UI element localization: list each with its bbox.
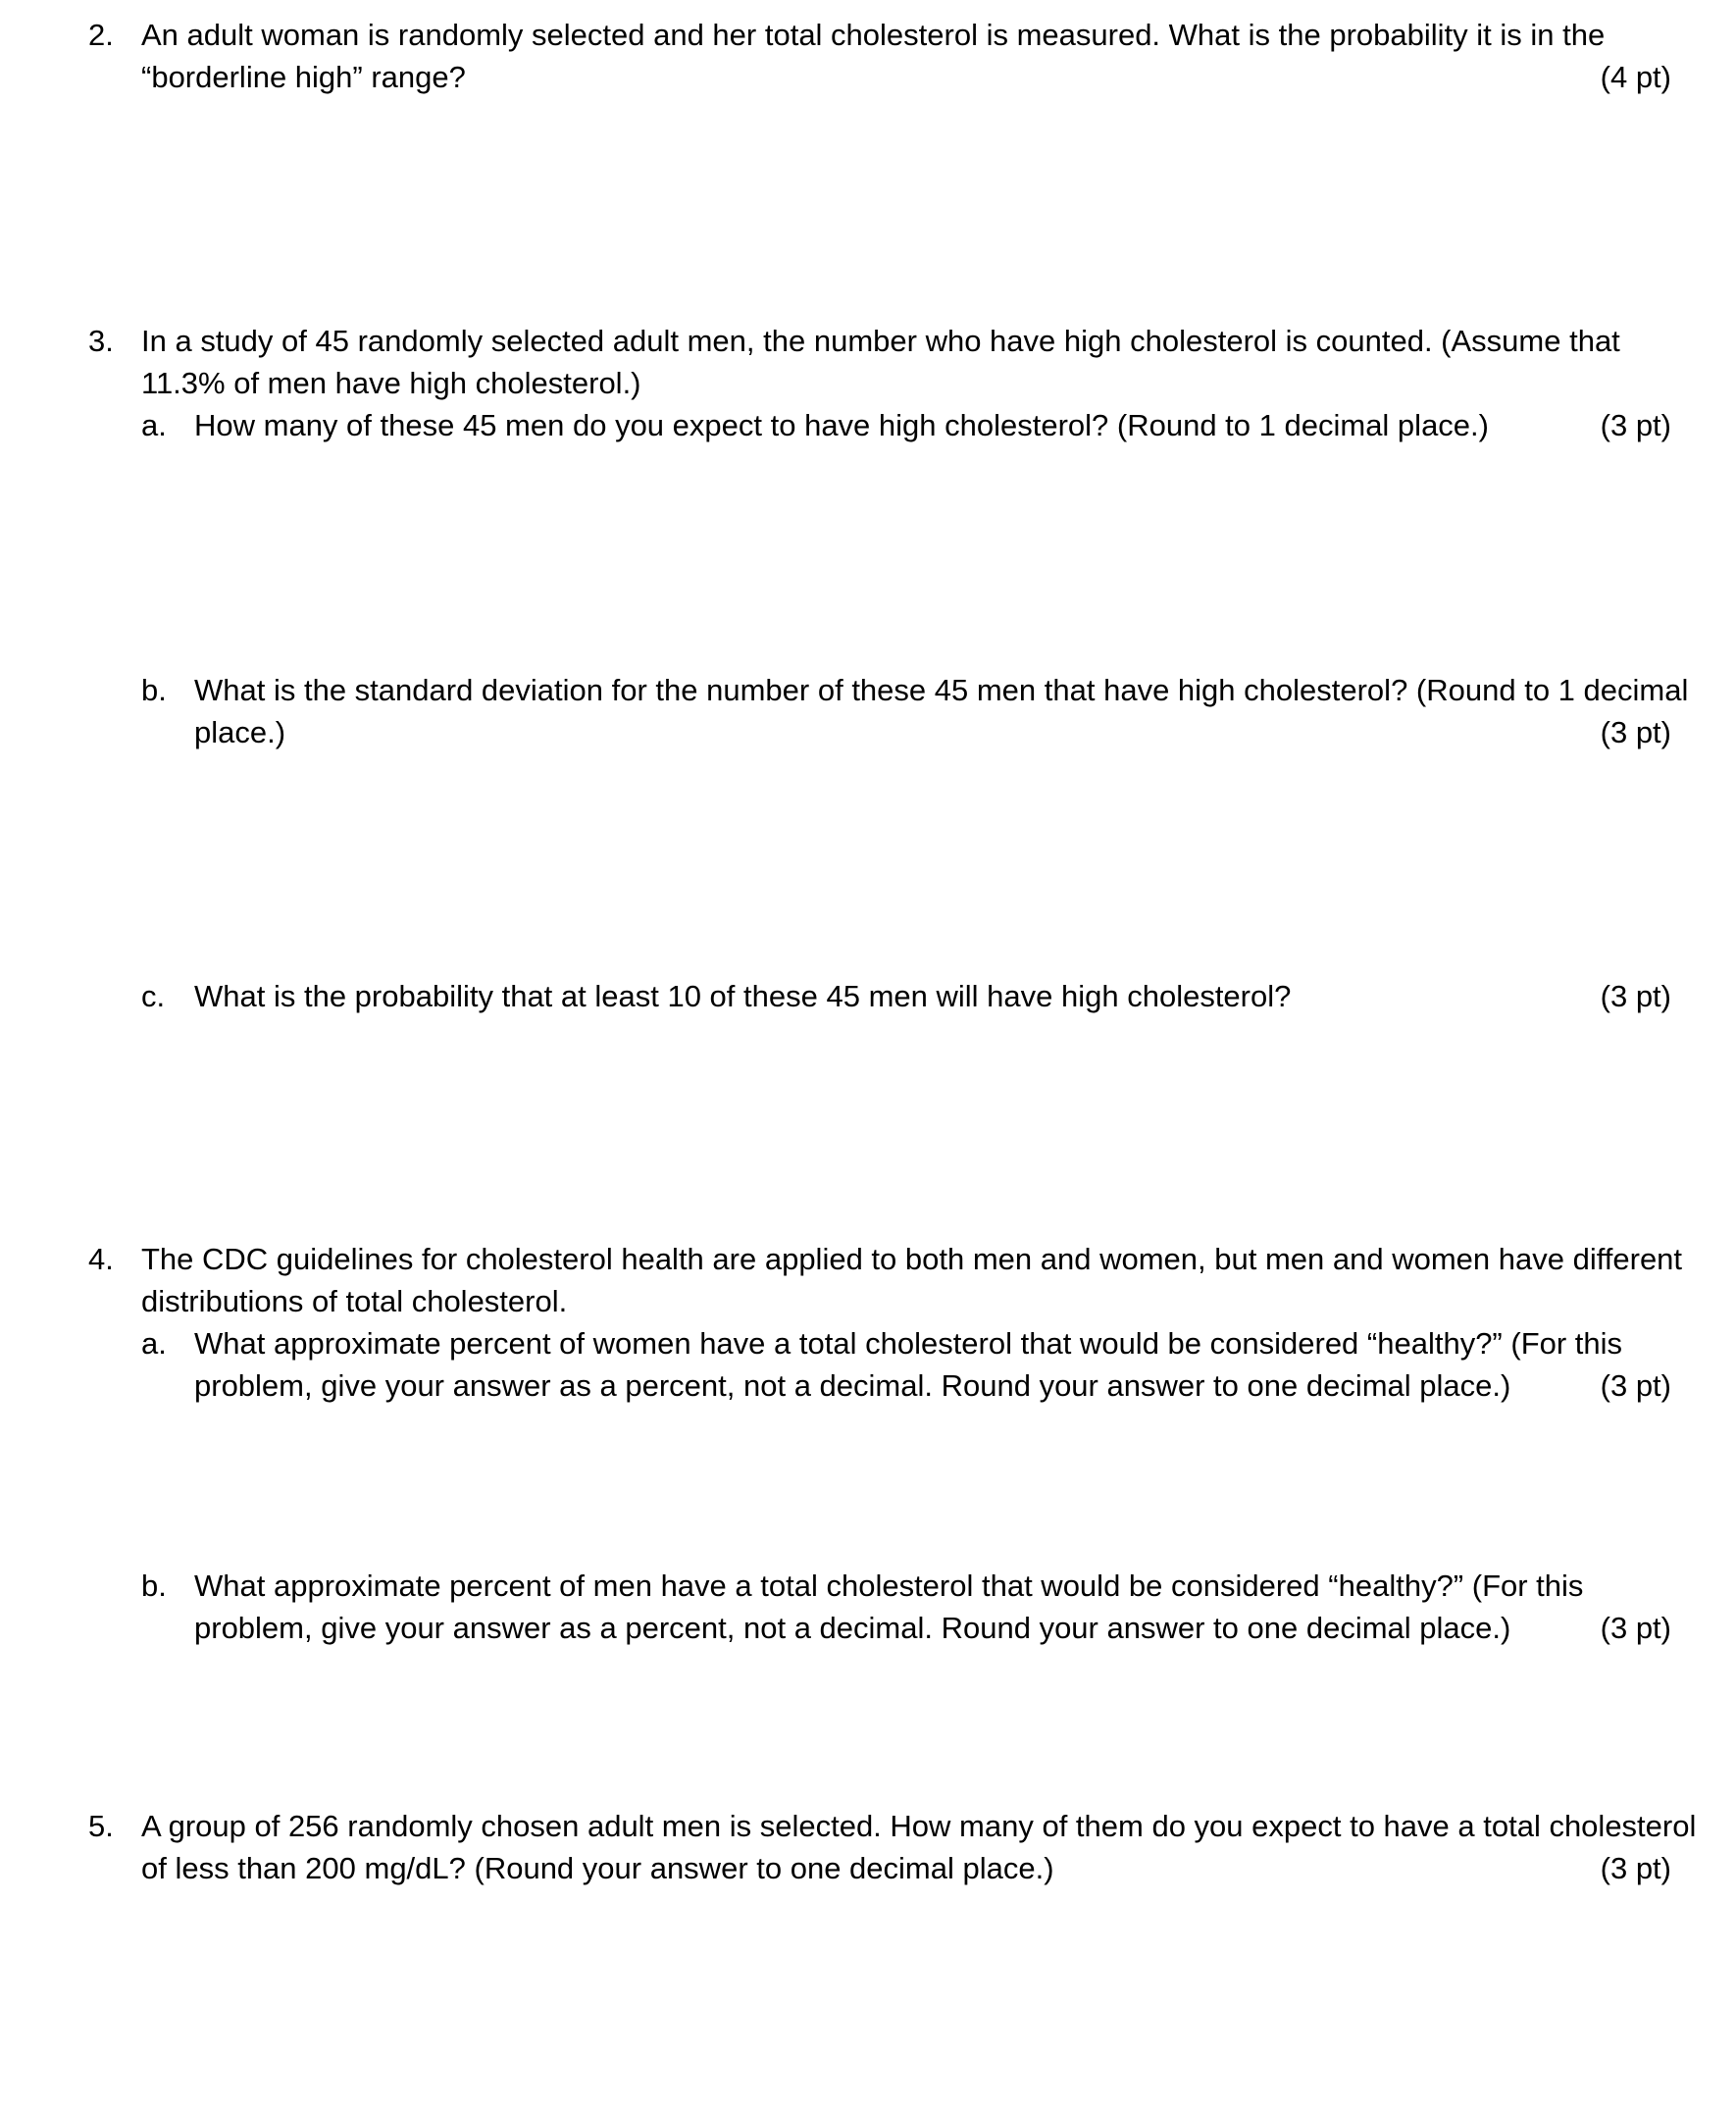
question-3c [82,975,1671,1017]
question-4a-line-2 [82,1364,1671,1407]
question-3a [82,404,1671,446]
question-text: of less than 200 mg/dL? (Round your answer to one decimal place.) [141,1851,1054,1885]
question-3 [82,320,1671,446]
question-number: 2. [88,18,114,52]
points-label: (3 pt) [1600,1611,1671,1645]
question-number: 3. [88,324,114,358]
sub-question-text: problem, give your answer as a percent, not a decimal. Round your answer to one decimal place.) [194,1368,1511,1403]
question-2-line-2 [82,56,1671,98]
question-2 [82,14,1671,98]
sub-question-text: What is the standard deviation for the number of these 45 men that have high cholesterol? (Round to 1 decimal [194,673,1689,707]
question-5 [82,1805,1697,1889]
question-3-line-2 [82,362,1671,404]
question-text: 11.3% of men have high cholesterol.) [141,366,641,400]
points-label: (3 pt) [1600,408,1671,442]
question-2-line-1 [82,14,1671,56]
sub-question-text: What is the probability that at least 10 of these 45 men will have high cholesterol? [194,979,1292,1013]
question-4b-line-1 [82,1565,1671,1607]
points-label: (3 pt) [1600,715,1671,749]
question-text: A group of 256 randomly chosen adult men is selected. How many of them do you expect to have a total cholesterol [141,1809,1697,1843]
question-5-line-2 [82,1847,1671,1889]
question-3b-line-1 [82,669,1689,711]
points-label: (4 pt) [1600,60,1671,94]
question-4 [82,1238,1683,1407]
sub-question-letter: b. [141,1569,167,1603]
question-4a-line-1 [82,1322,1671,1364]
points-label: (3 pt) [1600,979,1671,1013]
question-number: 5. [88,1809,114,1843]
sub-question-text: What approximate percent of men have a total cholesterol that would be considered “healthy?” (For this [194,1569,1584,1603]
sub-question-letter: c. [141,979,166,1013]
sub-question-letter: a. [141,408,167,442]
sub-question-letter: b. [141,673,167,707]
question-text: In a study of 45 randomly selected adult men, the number who have high cholesterol is counted. (Assume that [141,324,1620,358]
question-4-line-1 [82,1238,1683,1280]
question-4-line-2 [82,1280,1671,1322]
question-text: distributions of total cholesterol. [141,1284,568,1318]
points-label: (3 pt) [1600,1851,1671,1885]
sub-question-text: What approximate percent of women have a total cholesterol that would be considered “healthy?” (For this [194,1326,1623,1361]
question-number: 4. [88,1242,114,1276]
question-3b [82,669,1689,753]
question-3b-line-2 [82,711,1671,753]
points-label: (3 pt) [1600,1368,1671,1403]
question-3-line-1 [82,320,1671,362]
sub-question-letter: a. [141,1326,167,1361]
question-4b [82,1565,1671,1649]
question-5-line-1 [82,1805,1697,1847]
question-4b-line-2 [82,1607,1671,1649]
question-text: “borderline high” range? [141,60,466,94]
question-text: An adult woman is randomly selected and her total cholesterol is measured. What is the probability it is in the [141,18,1606,52]
sub-question-text: problem, give your answer as a percent, not a decimal. Round your answer to one decimal place.) [194,1611,1511,1645]
question-3c-line-1 [82,975,1671,1017]
sub-question-text: How many of these 45 men do you expect to have high cholesterol? (Round to 1 decimal place.) [194,408,1489,442]
sub-question-text: place.) [194,715,286,749]
question-text: The CDC guidelines for cholesterol health are applied to both men and women, but men and women have different [141,1242,1683,1276]
